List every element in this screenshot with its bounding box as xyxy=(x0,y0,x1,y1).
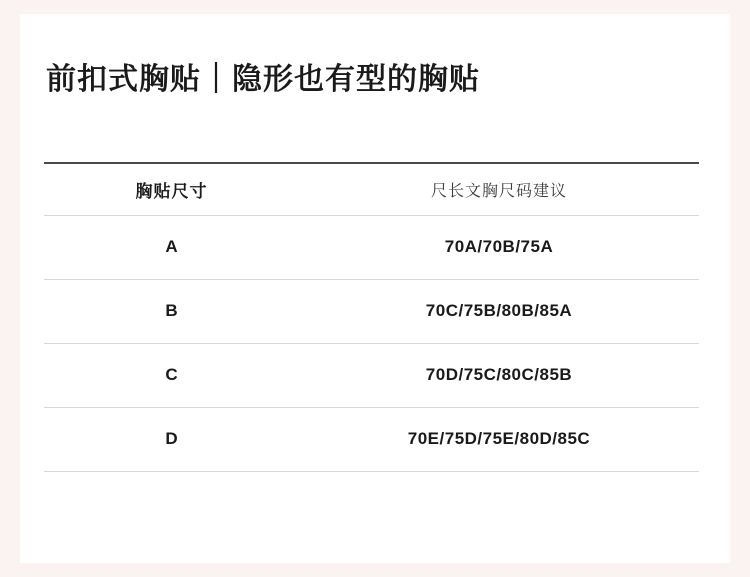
column-header-size: 胸贴尺寸 xyxy=(44,163,299,215)
cell-size: B xyxy=(44,279,299,343)
page-title: 前扣式胸贴｜隐形也有型的胸贴 xyxy=(46,63,480,96)
content-card xyxy=(20,14,730,563)
table-row xyxy=(44,343,699,407)
cell-recommendation: 70C/75B/80B/85A xyxy=(299,279,699,343)
table-body xyxy=(44,215,699,471)
table-row xyxy=(44,279,699,343)
cell-size: A xyxy=(44,215,299,279)
cell-recommendation: 70D/75C/80C/85B xyxy=(299,343,699,407)
size-chart-table xyxy=(44,162,699,472)
table-header xyxy=(44,163,699,215)
table-header-row xyxy=(44,163,699,215)
cell-size: D xyxy=(44,407,299,471)
table-row xyxy=(44,215,699,279)
cell-size: C xyxy=(44,343,299,407)
table-row xyxy=(44,407,699,471)
cell-recommendation: 70E/75D/75E/80D/85C xyxy=(299,407,699,471)
cell-recommendation: 70A/70B/75A xyxy=(299,215,699,279)
column-header-recommendation: 尺长文胸尺码建议 xyxy=(299,163,699,215)
